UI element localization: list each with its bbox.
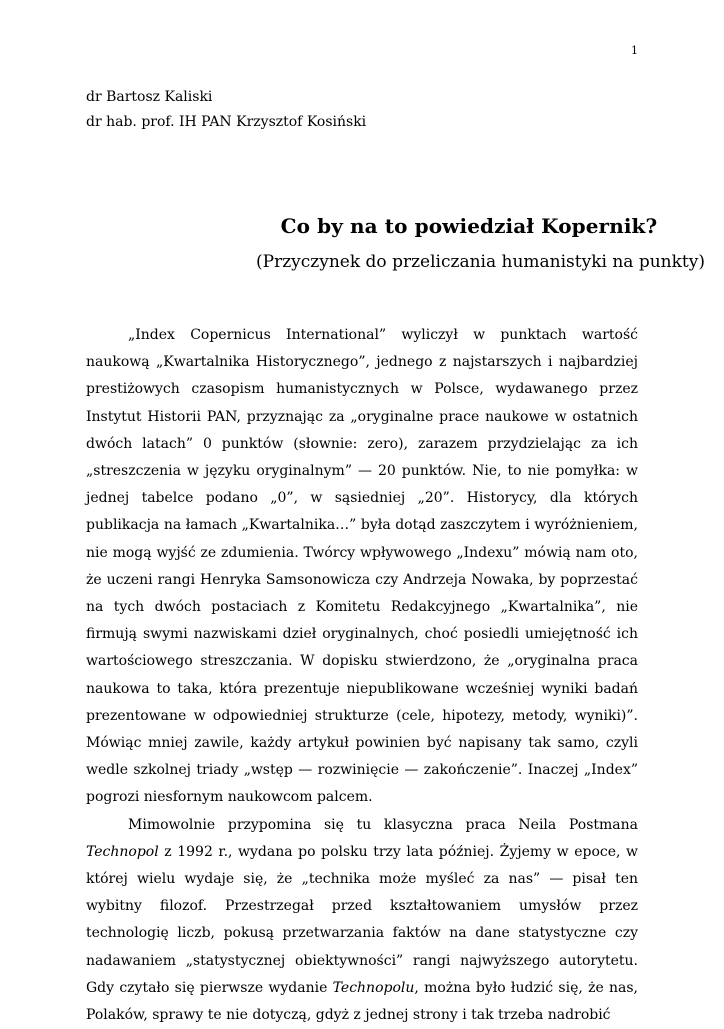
paragraph-text: z 1992 r., wydana po polsku trzy lata później. Żyjemy w epoce, w której wielu wydaje się, że „technika może myśleć za nas” — pisał ten wybitny filozof. Przestrzegał przed kształtowaniem umysłów przez technologię liczb, pokusą przetwarzania faktów na dane statystyczne czy nadawaniem „statystycznej obiektywności” rangi najwyższego autorytetu. Gdy czytało się pierwsze wydanie (86, 843, 638, 996)
document-subtitle: (Przyczynek do przeliczania humanistyki na punkty) (256, 252, 705, 272)
book-title: Technopol (86, 843, 159, 860)
author-line: dr Bartosz Kaliski (86, 89, 213, 105)
paragraph: „Index Copernicus International” wyliczył w punktach wartość naukową „Kwartalnika Historycznego”, jednego z najstarszych i najbardziej prestiżowych czasopism humanistycznych w Polsce, wydawanego przez Instytut Historii PAN, przyznając za „oryginalne prace naukowe w ostatnich dwóch latach” 0 punktów (słownie: zero), zarazem przydzielając za ich „streszczenia w języku oryginalnym” — 20 punktów. Nie, to nie pomyłka: w jednej tabelce podano „0”, w sąsiedniej „20”. Historycy, dla których publikacja na łamach „Kwartalnika…” była dotąd zaszczytem i wyróżnieniem, nie mogą wyjść ze zdumienia. Twórcy wpływowego „Indexu” mówią nam oto, że uczeni rangi Henryka Samsonowicza czy Andrzeja Nowaka, by poprzestać na tych dwóch postaciach z Komitetu Redakcyjnego „Kwartalnika”, nie firmują swymi nazwiskami dzieł oryginalnych, choć posiedli umiejętność ich wartościowego streszczania. W dopisku stwierdzono, że „oryginalna praca naukowa to taka, która prezentuje niepublikowane wcześniej wyniki badań prezentowane w odpowiedniej strukturze (cele, hipotezy, metody, wyniki)”. Mówiąc mniej zawile, każdy artykuł powinien być napisany tak samo, czyli wedle szkolnej triady „wstęp — rozwinięcie — zakończenie”. Inaczej „Index” pogrozi niesfornym naukowcom palcem. (86, 327, 638, 806)
document-title: Co by na to powiedział Kopernik? (280, 214, 658, 238)
paragraph-text: Mimowolnie przypomina się tu klasyczna praca Neila Postmana (128, 816, 638, 833)
paragraph-text: , można było łudzić się, że nas, Polaków, sprawy te nie dotyczą, gdyż z jednej strony i tak trzeba nadrobić (86, 979, 639, 1024)
page-number: 1 (631, 44, 638, 57)
paragraph (86, 812, 638, 1029)
book-title: Technopolu (332, 979, 415, 996)
authors-block (86, 85, 366, 135)
author-line: dr hab. prof. IH PAN Krzysztof Kosiński (86, 114, 367, 130)
body-text (86, 322, 638, 1029)
